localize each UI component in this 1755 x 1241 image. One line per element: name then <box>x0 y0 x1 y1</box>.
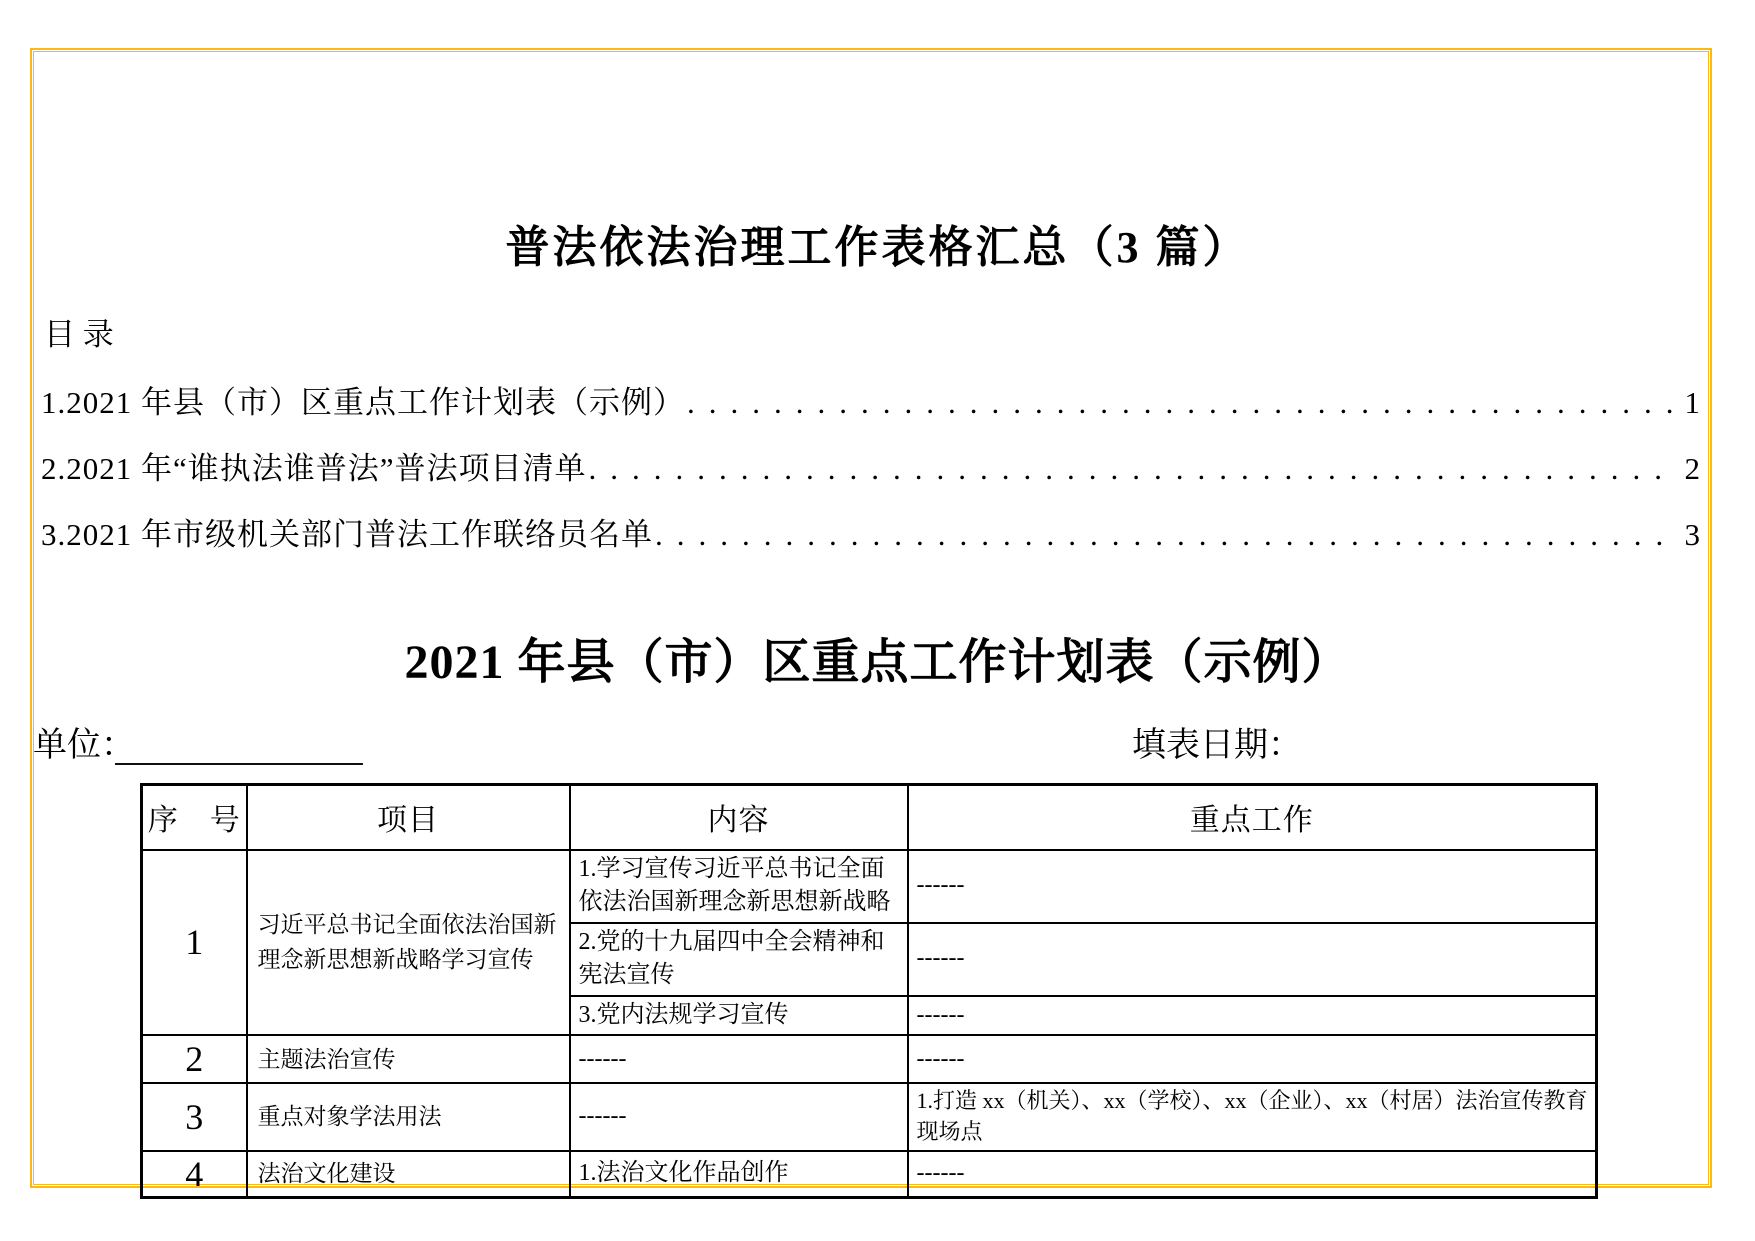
cell-serial-4: 4 <box>142 1151 247 1197</box>
document-title: 普法依法治理工作表格汇总（3 篇） <box>505 223 1250 272</box>
cell-project-1: 习近平总书记全面依法治国新理念新思想新战略学习宣传 <box>247 850 570 1036</box>
cell-serial-3: 3 <box>142 1083 247 1151</box>
table-header-row <box>142 785 1597 850</box>
toc-item-text: 3.2021 年市级机关部门普法工作联络员名单 <box>41 517 653 552</box>
toc-item-1[interactable] <box>41 384 1701 422</box>
toc-dot-leader <box>589 450 1677 488</box>
toc-page-number: 3 <box>1684 517 1701 552</box>
cell-project-2: 主题法治宣传 <box>247 1035 570 1083</box>
unit-fill-in-line[interactable] <box>115 763 363 765</box>
header-serial-number: 序 号 <box>142 785 247 850</box>
cell-project-4: 法治文化建设 <box>247 1151 570 1197</box>
cell-keywork-1c: ------ <box>908 996 1597 1036</box>
cell-content-1a: 1.学习宣传习近平总书记全面依法治国新理念新思想新战略 <box>570 850 908 923</box>
cell-keywork-1b: ------ <box>908 923 1597 996</box>
table-row <box>142 1035 1597 1083</box>
table-row <box>142 1151 1597 1197</box>
cell-keywork-2: ------ <box>908 1035 1597 1083</box>
cell-content-2: ------ <box>570 1035 908 1083</box>
header-key-work: 重点工作 <box>908 785 1597 850</box>
toc-item-2[interactable] <box>41 450 1701 488</box>
cell-keywork-3: 1.打造 xx（机关）、xx（学校）、xx（企业）、xx（村居）法治宣传教育现场点 <box>908 1083 1597 1151</box>
toc-page-number: 2 <box>1684 451 1701 486</box>
work-plan-table <box>140 783 1598 1199</box>
toc-heading: 目 录 <box>44 317 114 352</box>
header-project: 项目 <box>247 785 570 850</box>
cell-project-3: 重点对象学法用法 <box>247 1083 570 1151</box>
table-of-contents <box>41 384 1701 582</box>
toc-item-3[interactable] <box>41 516 1701 554</box>
cell-content-1b: 2.党的十九届四中全会精神和宪法宣传 <box>570 923 908 996</box>
table-row <box>142 1083 1597 1151</box>
cell-keywork-4: ------ <box>908 1151 1597 1197</box>
cell-content-3: ------ <box>570 1083 908 1151</box>
cell-content-4: 1.法治文化作品创作 <box>570 1151 908 1197</box>
toc-dot-leader <box>655 516 1677 554</box>
toc-item-text: 1.2021 年县（市）区重点工作计划表（示例） <box>41 385 685 420</box>
fill-date-label: 填表日期： <box>1132 727 1302 764</box>
section-title: 2021 年县（市）区重点工作计划表（示例） <box>404 636 1351 689</box>
cell-keywork-1a: ------ <box>908 850 1597 923</box>
unit-label: 单位： <box>33 727 135 764</box>
cell-serial-2: 2 <box>142 1035 247 1083</box>
cell-serial-1: 1 <box>142 850 247 1036</box>
table-row <box>142 850 1597 923</box>
header-content: 内容 <box>570 785 908 850</box>
toc-item-text: 2.2021 年“谁执法谁普法”普法项目清单 <box>41 451 587 486</box>
cell-content-1c: 3.党内法规学习宣传 <box>570 996 908 1036</box>
toc-dot-leader <box>687 384 1677 422</box>
toc-page-number: 1 <box>1684 385 1701 420</box>
